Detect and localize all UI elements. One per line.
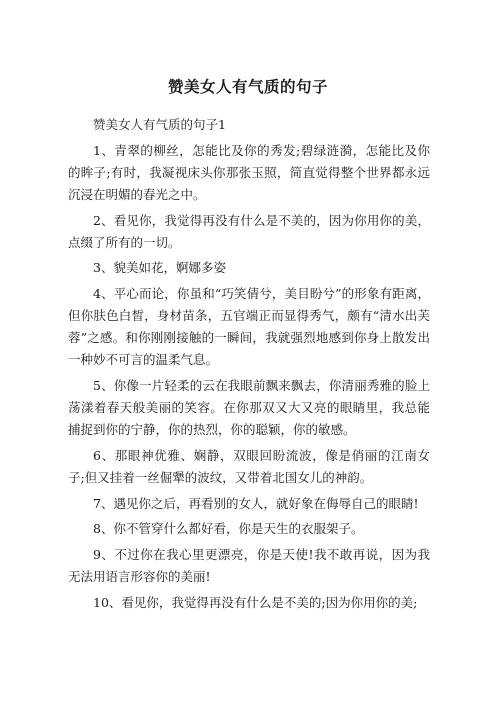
- paragraph-8: 8、你不管穿什么都好看，你是天生的衣服架子。: [93, 521, 364, 537]
- document-body: [68, 114, 430, 614]
- paragraph-7: 7、遇见你之后，再看别的女人，就好象在侮辱自己的眼睛!: [93, 495, 419, 511]
- paragraph-6: 6、那眼神优雅、娴静，双眼回盼流波，像是俏丽的江南女子;但又挂着一丝倔犟的波纹，又带着北国女儿的神韵。: [68, 447, 430, 485]
- paragraph-9: 9、不过你在我心里更漂亮，你是天使!我不敢再说，因为我无法用语言形容你的美丽!: [68, 547, 430, 585]
- paragraph-1: 1、青翠的柳丝，怎能比及你的秀发;碧绿涟漪，怎能比及你的眸子;有时，我凝视床头你那张玉照，简直觉得整个世界都永远沉浸在明媚的春光之中。: [68, 142, 430, 202]
- paragraph-5: 5、你像一片轻柔的云在我眼前飘来飘去，你清丽秀雅的脸上荡漾着春天般美丽的笑容。在你那双又大又亮的眼睛里，我总能捕捉到你的宁静，你的热烈，你的聪颖，你的敏感。: [68, 378, 430, 438]
- paragraph-2: 2、看见你，我觉得再没有什么是不美的，因为你用你的美，点缀了所有的一切。: [68, 212, 430, 250]
- paragraph-10: 10、看见你，我觉得再没有什么是不美的;因为你用你的美;: [93, 594, 418, 610]
- paragraph-4: 4、平心而论，你虽和“巧笑倩兮，美目盼兮”的形象有距离，但你肤色白皙，身材苗条，五官端正而显得秀气，颇有“清水出芙蓉”之感。和你刚刚接触的一瞬间，我就强烈地感到你身上散发出一种妙不可言的温柔气息。: [68, 286, 430, 368]
- paragraph-3: 3、貌美如花，婀娜多姿: [93, 260, 226, 276]
- paragraph-subtitle: 赞美女人有气质的句子1: [93, 117, 226, 132]
- document-title: 赞美女人有气质的句子: [167, 78, 328, 96]
